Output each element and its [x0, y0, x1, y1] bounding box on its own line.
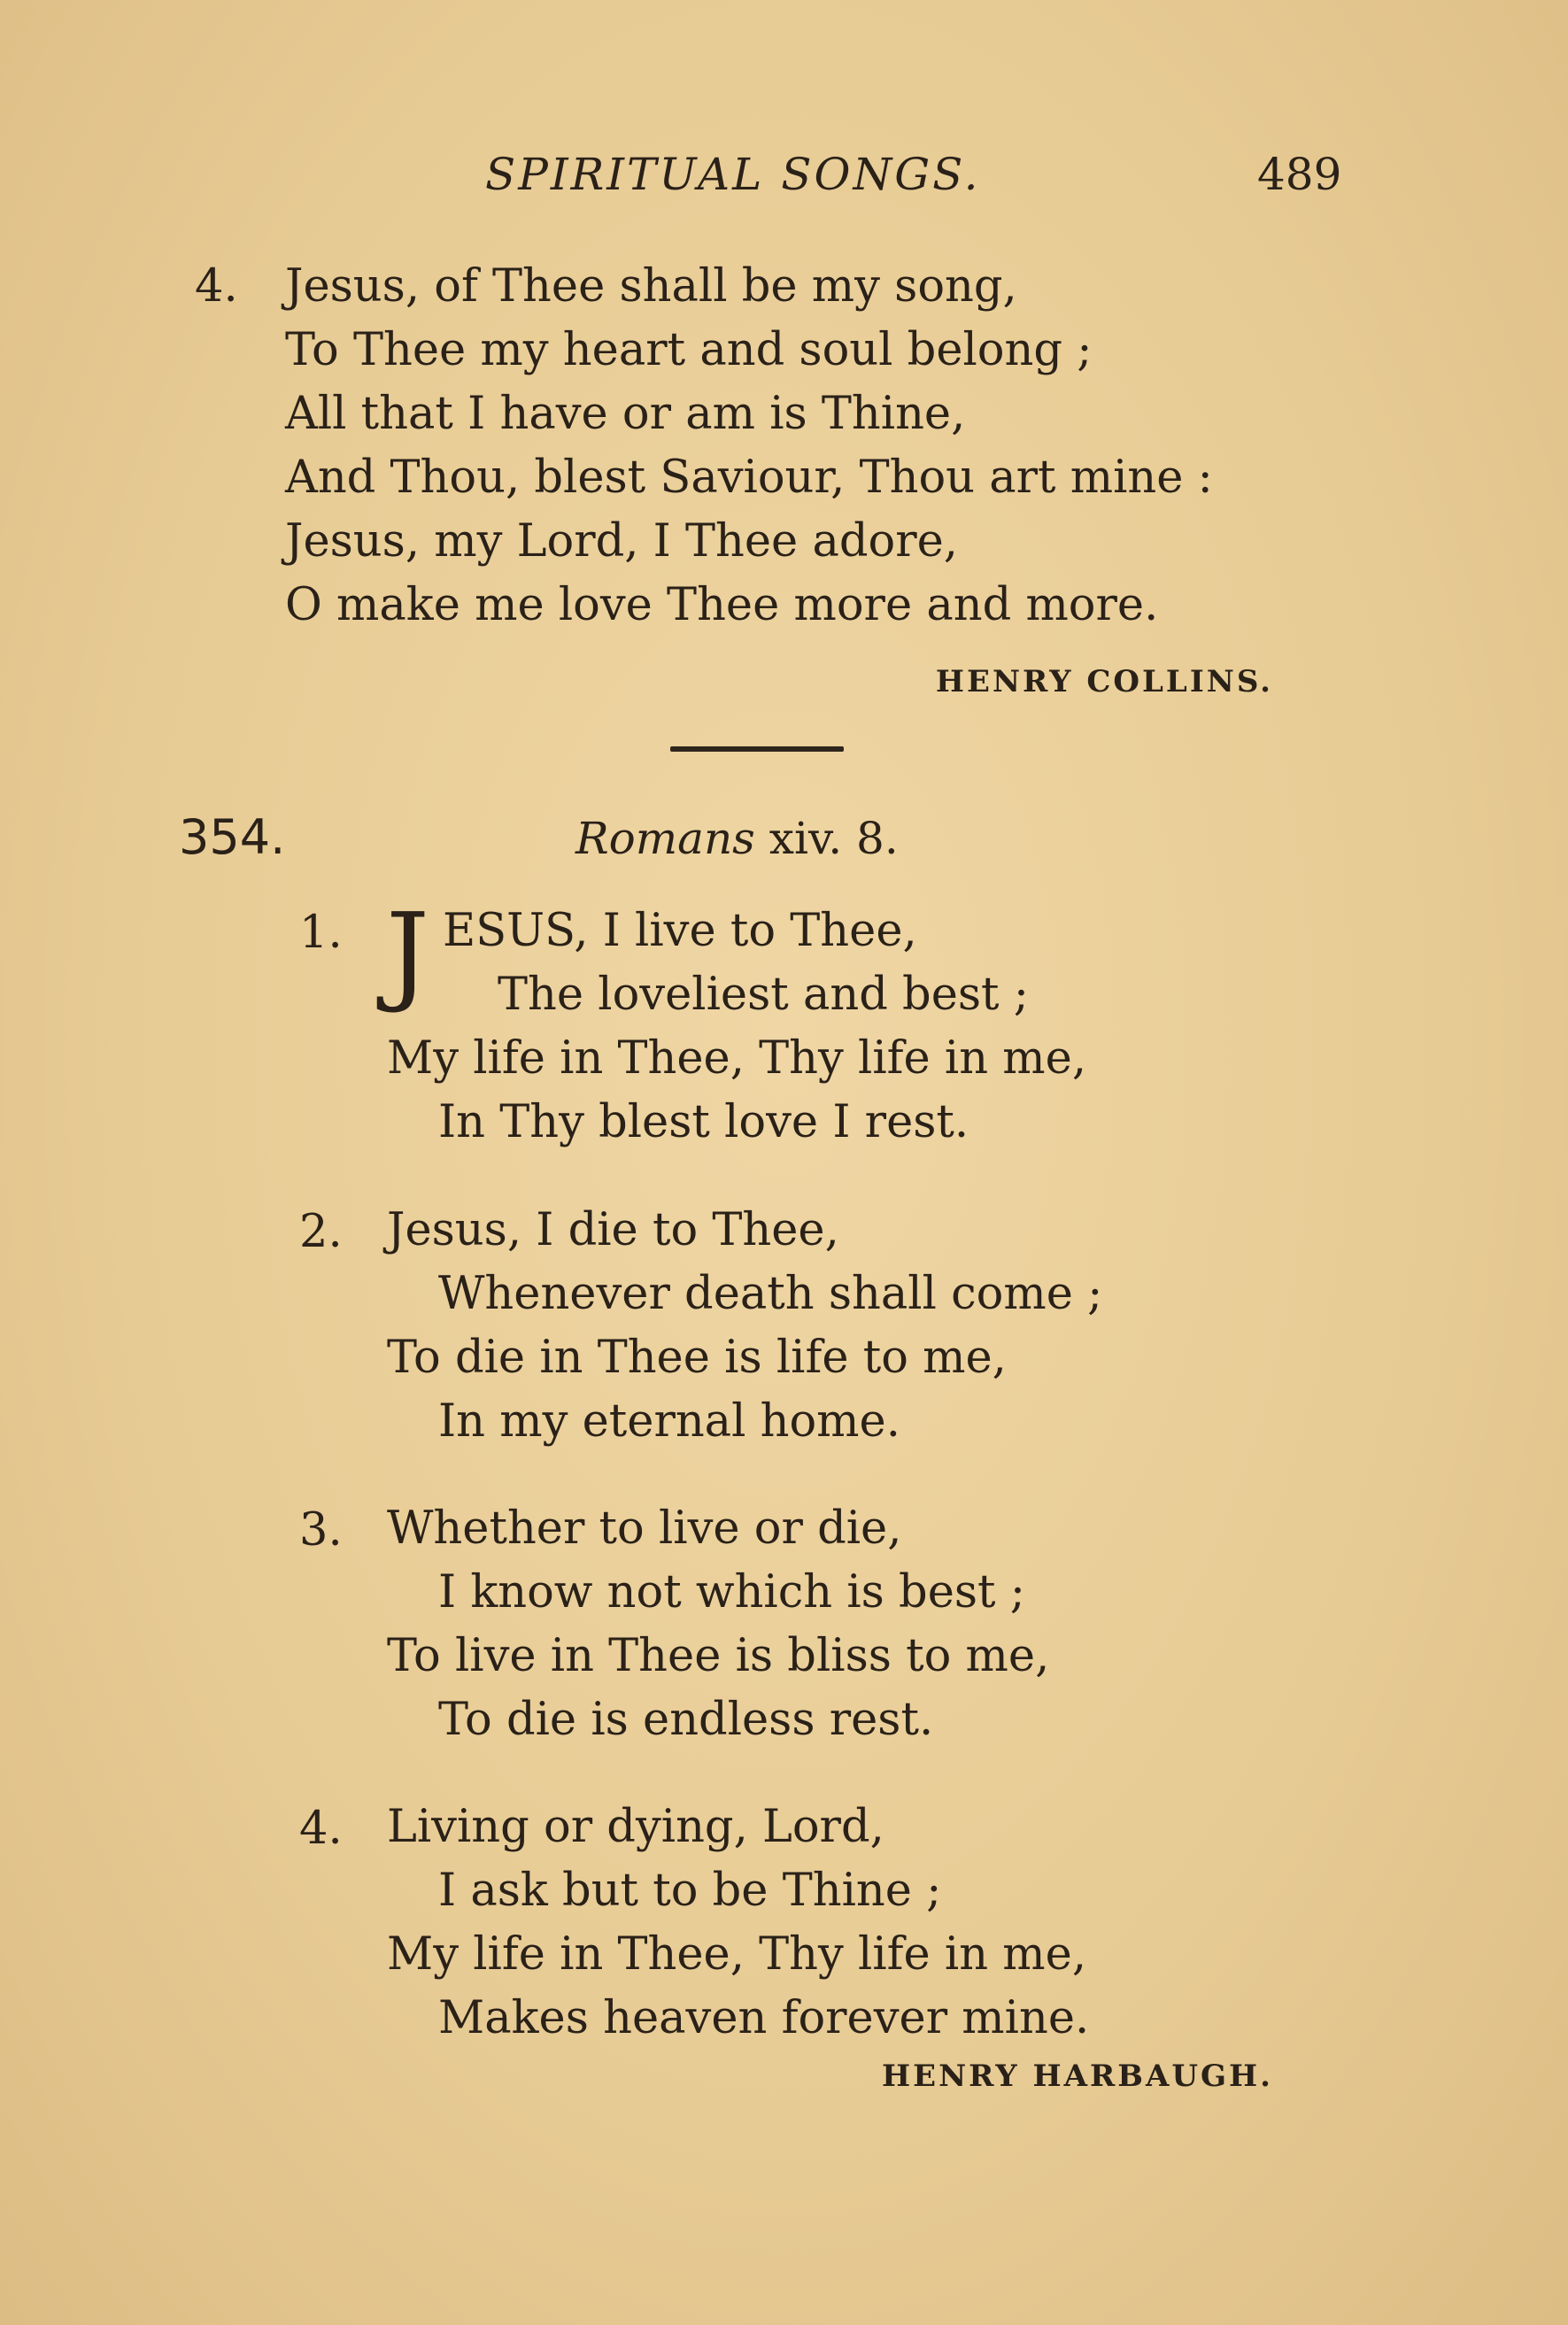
stanza-number: 4.	[195, 260, 238, 313]
verse-line: Jesus, I die to Thee,	[387, 1204, 839, 1256]
verse-line: My life in Thee, Thy life in me,	[387, 1928, 1087, 1981]
scripture-verse: xiv. 8.	[769, 813, 899, 864]
verse-line: Whenever death shall come ;	[438, 1268, 1103, 1320]
scripture-book: Romans	[575, 813, 755, 864]
verse-line: Makes heaven forever mine.	[438, 1992, 1090, 2044]
hymn-author: HENRY COLLINS.	[935, 664, 1273, 699]
verse-line: And Thou, blest Saviour, Thou art mine :	[285, 452, 1213, 504]
page-number: 489	[1257, 149, 1342, 200]
verse-line: To die is endless rest.	[438, 1694, 934, 1746]
section-divider	[670, 746, 844, 752]
verse-line: To die in Thee is life to me,	[387, 1332, 1007, 1384]
verse-line: Living or dying, Lord,	[387, 1801, 884, 1853]
hymn-author: HENRY HARBAUGH.	[882, 2059, 1273, 2094]
verse-line: Whether to live or die,	[387, 1502, 902, 1555]
verse-line: My life in Thee, Thy life in me,	[387, 1032, 1087, 1085]
stanza-number: 3.	[299, 1504, 343, 1556]
verse-line: Jesus, my Lord, I Thee adore,	[285, 515, 958, 568]
verse-line: I know not which is best ;	[438, 1566, 1025, 1618]
verse-line: To live in Thee is bliss to me,	[387, 1630, 1050, 1682]
drop-cap: J	[386, 890, 429, 1016]
verse-line: O make me love Thee more and more.	[285, 579, 1159, 631]
stanza-number: 4.	[299, 1803, 343, 1855]
scripture-reference	[575, 813, 899, 864]
hymn-number: 354.	[179, 809, 286, 865]
running-title: SPIRITUAL SONGS.	[485, 149, 981, 200]
verse-line: I ask but to be Thine ;	[438, 1865, 942, 1917]
verse-line: All that I have or am is Thine,	[285, 388, 966, 440]
verse-line: ESUS, I live to Thee,	[443, 905, 917, 957]
verse-line: The loveliest and best ;	[498, 969, 1029, 1021]
stanza-number: 2.	[299, 1206, 343, 1258]
stanza-number: 1.	[299, 907, 343, 959]
verse-line: In Thy blest love I rest.	[438, 1096, 969, 1148]
verse-line: To Thee my heart and soul belong ;	[285, 324, 1093, 376]
verse-line: Jesus, of Thee shall be my song,	[285, 260, 1017, 313]
verse-line: In my eternal home.	[438, 1395, 900, 1448]
